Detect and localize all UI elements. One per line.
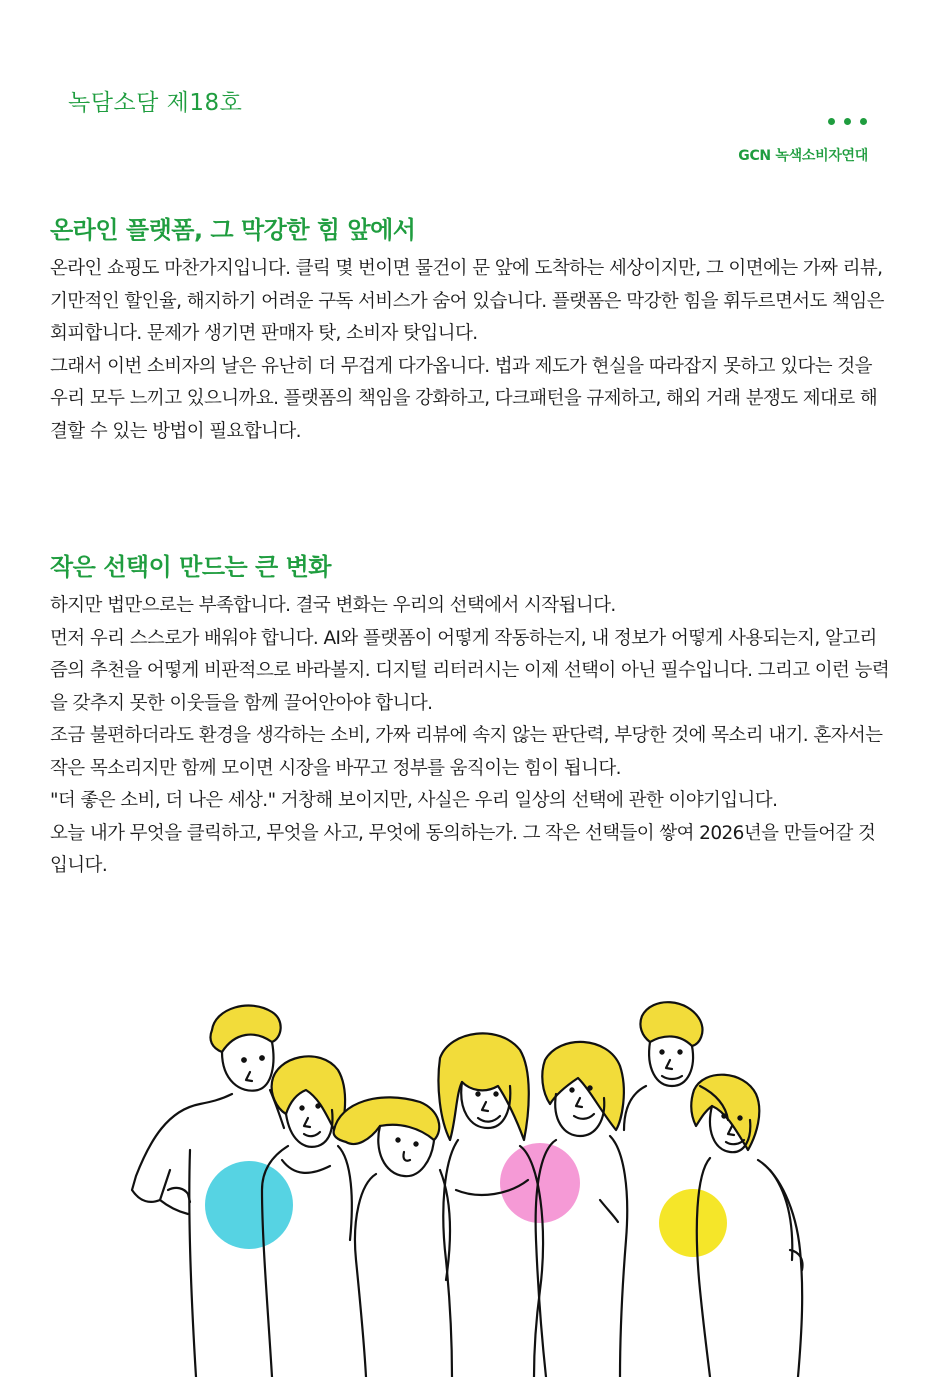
paragraph: 오늘 내가 무엇을 클릭하고, 무엇을 사고, 무엇에 동의하는가. 그 작은 선택들이 쌓여 2026년을 만들어갈 것입니다.: [50, 822, 876, 876]
hair-person-5: [542, 1042, 624, 1130]
pink-circle-icon: [500, 1143, 580, 1223]
blue-circle-icon: [205, 1161, 293, 1249]
hair-person-3: [334, 1097, 440, 1144]
section-title: 작은 선택이 만드는 큰 변화: [50, 553, 331, 581]
paragraph: 먼저 우리 스스로가 배워야 합니다. AI와 플랫폼이 어떻게 작동하는지, 내 정보가 어떻게 사용되는지, 알고리즘의 추천을 어떻게 비판적으로 바라볼지. 디지털 리터러시는 이제 선택이 아닌 필수입니다. 그리고 이런 능력을 갖추지 못한 이웃들을 함께 끌어안아야 합니다.: [50, 627, 890, 714]
paragraph: 그래서 이번 소비자의 날은 유난히 더 무겁게 다가옵니다. 법과 제도가 현실을 따라잡지 못하고 있다는 것을 우리 모두 느끼고 있으니까요. 플랫폼의 책임을 강화하고, 다크패턴을 규제하고, 해외 거래 분쟁도 제대로 해결할 수 있는 방법이 필요합니다.: [50, 355, 878, 442]
group-of-people-illustration: [0, 990, 937, 1377]
hair-person-4: [438, 1033, 528, 1140]
dots-icon: [828, 118, 868, 126]
section-choice: [50, 550, 892, 883]
paragraph: 조금 불편하더라도 환경을 생각하는 소비, 가짜 리뷰에 속지 않는 판단력, 부당한 것에 목소리 내기. 혼자서는 작은 목소리지만 함께 모이면 시장을 바꾸고 정부를 움직이는 힘이 됩니다.: [50, 725, 883, 779]
section-platform: [50, 213, 892, 448]
issue-label: 녹담소담 제18호: [68, 90, 243, 116]
paragraph: 온라인 쇼핑도 마찬가지입니다. 클릭 몇 번이면 물건이 문 앞에 도착하는 세상이지만, 그 이면에는 가짜 리뷰, 기만적인 할인율, 해지하기 어려운 구독 서비스가 숨어 있습니다. 플랫폼은 막강한 힘을 휘두르면서도 책임은 회피합니다. 문제가 생기면 판매자 탓, 소비자 탓입니다.: [50, 258, 884, 344]
yellow-circle-icon: [659, 1189, 727, 1257]
hair-person-6: [640, 1002, 702, 1046]
section-title: 온라인 플랫폼, 그 막강한 힘 앞에서: [50, 216, 416, 244]
paragraph: "더 좋은 소비, 더 나은 세상." 거창해 보이지만, 사실은 우리 일상의 선택에 관한 이야기입니다.: [50, 790, 778, 811]
org-name: GCN 녹색소비자연대: [738, 148, 868, 164]
hair-person-1: [210, 1006, 280, 1052]
paragraph: 하지만 법만으로는 부족합니다. 결국 변화는 우리의 선택에서 시작됩니다.: [50, 595, 616, 616]
